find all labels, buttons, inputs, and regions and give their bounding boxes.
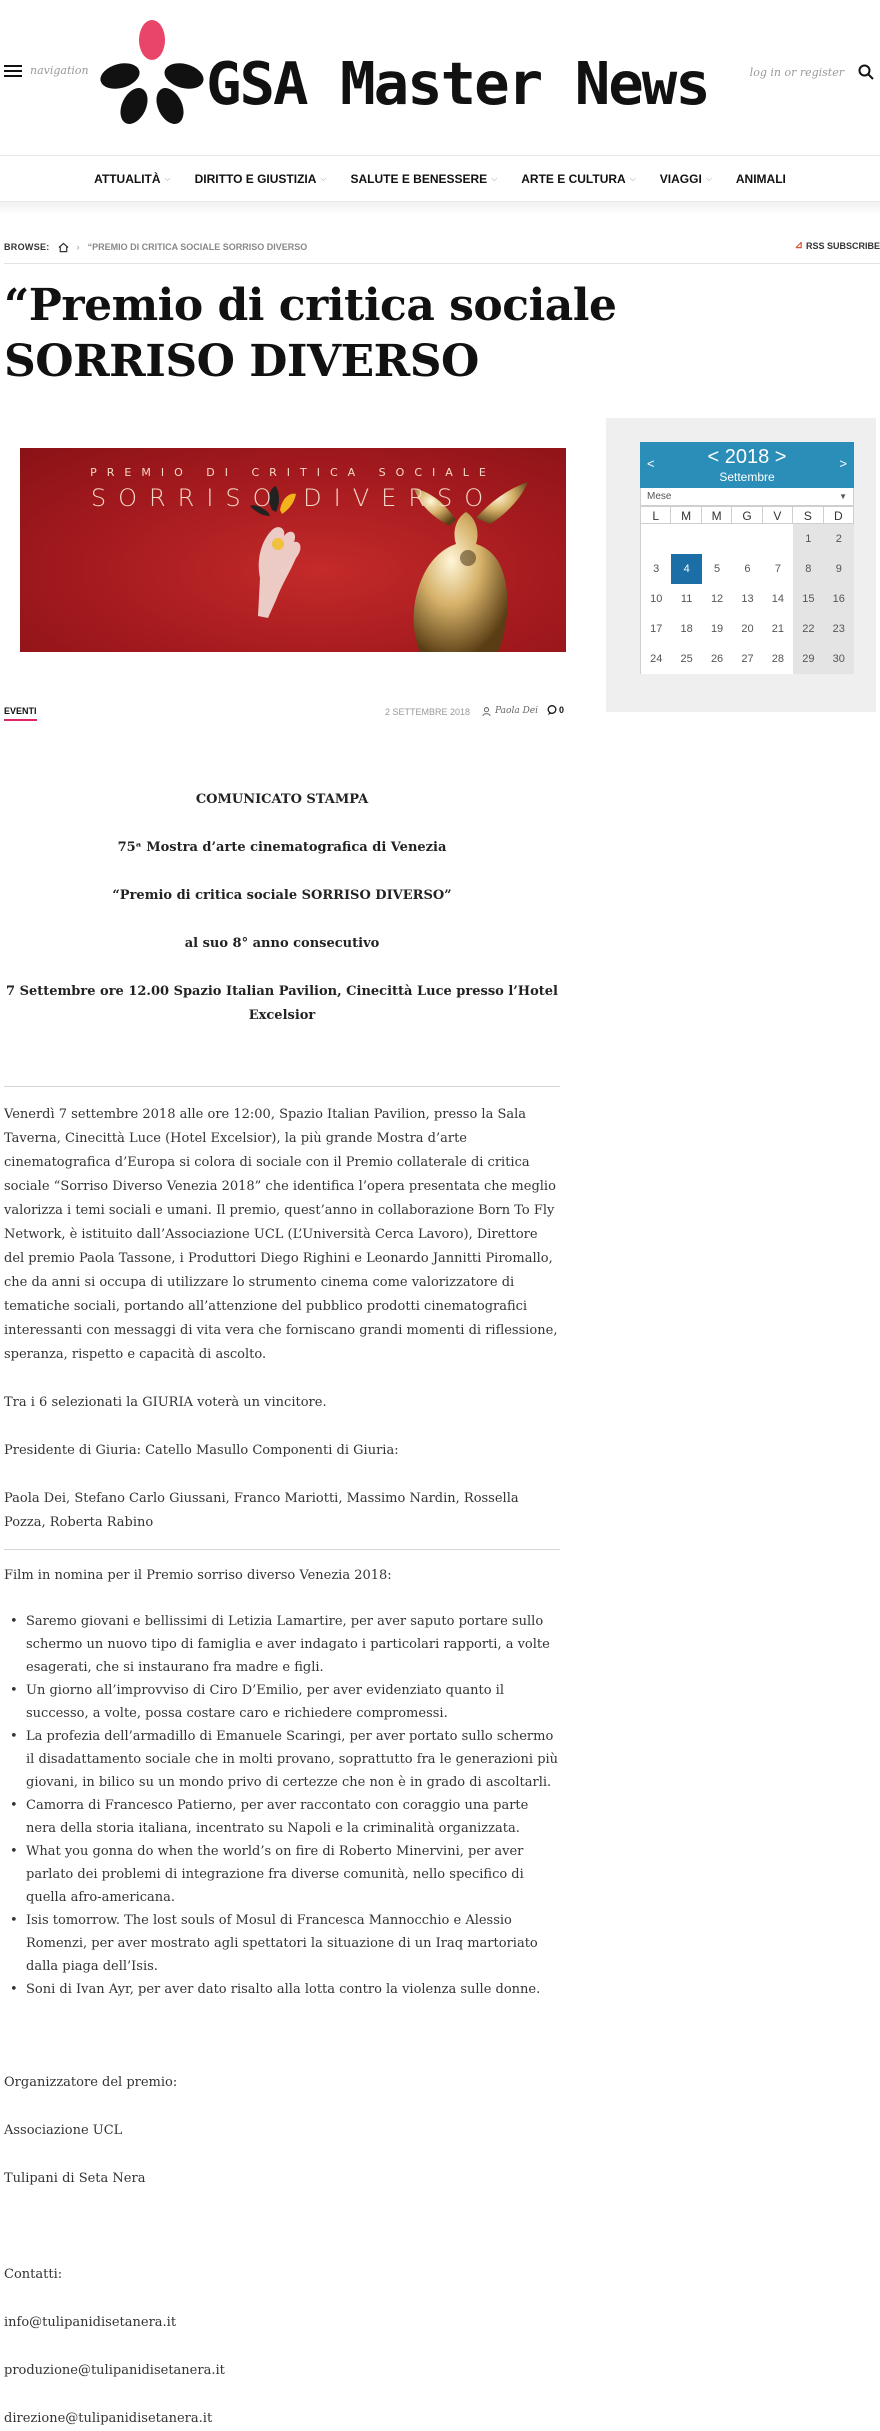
hero-heading-line2: SORRISO DIVERSO	[90, 484, 496, 512]
nav-item-label: ANIMALI	[735, 171, 786, 186]
nav-divider	[0, 202, 880, 216]
nav-item-label: ATTUALITÀ	[94, 171, 161, 186]
organizer-name: Tulipani di Seta Nera	[4, 2171, 146, 2186]
calendar-day[interactable]: 14	[763, 584, 793, 614]
nav-item-animali[interactable]	[736, 172, 786, 186]
contact-email[interactable]: produzione@tulipanidisetanera.it	[4, 2363, 225, 2378]
nav-item-diritto-e-giustizia[interactable]	[195, 172, 327, 186]
organizer-heading: Organizzatore del premio:	[4, 2075, 178, 2090]
calendar-weekday: M	[671, 506, 701, 524]
rss-label: RSS SUBSCRIBE	[805, 240, 880, 251]
calendar-day[interactable]: 7	[763, 554, 793, 584]
calendar-day[interactable]: 28	[763, 644, 793, 674]
press-release-heading: COMUNICATO STAMPA	[195, 792, 369, 807]
nav-item-label: SALUTE E BENESSERE	[350, 171, 488, 186]
nav-item-label: DIRITTO E GIUSTIZIA	[194, 171, 317, 186]
calendar-day[interactable]: 24	[641, 644, 671, 674]
calendar-weekday: V	[763, 506, 793, 524]
date-location-line: 7 Settembre ore 12.00 Spazio Italian Pavilion, Cinecittà Luce presso l’Hotel Excelsior	[6, 984, 558, 1023]
site-header	[0, 0, 880, 155]
calendar-day[interactable]: 5	[702, 554, 732, 584]
article-body	[4, 788, 560, 2431]
calendar-day[interactable]: 6	[732, 554, 762, 584]
contacts-heading: Contatti:	[4, 2267, 63, 2282]
list-item: • What you gonna do when the world’s on fire di Roberto Minervini, per aver parlato dei problemi di integrazione fra diverse comunità, nello specifico di quella afro-americana.	[4, 1840, 560, 1909]
jury-paragraph: Tra i 6 selezionati la GIURIA voterà un vincitore.	[4, 1395, 327, 1410]
comments-link[interactable]	[547, 705, 564, 715]
rss-icon: ⊿	[794, 240, 803, 251]
nominated-films-heading: Film in nomina per il Premio sorriso diverso Venezia 2018:	[4, 1568, 392, 1583]
calendar-day[interactable]: 19	[702, 614, 732, 644]
list-item: • La profezia dell’armadillo di Emanuele Scaringi, per aver portato sullo schermo il disadattamento sociale che in molti provano, soprattutto fra le generazioni più giovani, in bilico su un mondo privo di certezze che non è in grado di ascoltarli.	[4, 1725, 560, 1794]
navigation-toggle[interactable]	[4, 64, 89, 77]
event-calendar	[640, 442, 854, 674]
calendar-next-button[interactable]: >	[839, 456, 847, 471]
publish-date: 2 SETTEMBRE 2018	[384, 707, 470, 717]
calendar-view-label: Mese	[647, 491, 672, 502]
hero-heading-line1: PREMIO DI CRITICA SOCIALE	[90, 466, 496, 479]
calendar-day[interactable]: 20	[732, 614, 762, 644]
calendar-prev-button[interactable]: <	[647, 456, 655, 471]
list-item: • Camorra di Francesco Patierno, per aver raccontato con coraggio una parte nera della storia italiana, incentrato su Napoli e la criminalità organizzata.	[4, 1794, 560, 1840]
chevron-down-icon: ⌵	[320, 173, 327, 183]
jury-members-paragraph: Paola Dei, Stefano Carlo Giussani, Franco Mariotti, Massimo Nardin, Rossella Pozza, Roberta Rabino	[4, 1491, 519, 1530]
event-line: 75ᵃ Mostra d’arte cinematografica di Venezia	[117, 840, 447, 855]
calendar-view-select[interactable]	[640, 488, 854, 506]
calendar-day[interactable]: 17	[641, 614, 671, 644]
search-icon[interactable]	[858, 64, 874, 80]
calendar-weekday: S	[793, 506, 823, 524]
breadcrumb-label: BROWSE:	[4, 242, 50, 252]
rss-subscribe-link[interactable]	[795, 240, 880, 251]
chevron-down-icon: ▼	[839, 492, 847, 501]
nav-item-arte-e-cultura[interactable]	[521, 172, 636, 186]
calendar-day[interactable]: 26	[702, 644, 732, 674]
sidebar-calendar-widget	[606, 418, 876, 712]
breadcrumb-current: “PREMIO DI CRITICA SOCIALE SORRISO DIVERSO	[87, 242, 308, 252]
intro-paragraph: Venerdì 7 settembre 2018 alle ore 12:00, Spazio Italian Pavilion, presso la Sala Taverna, Cinecittà Luce (Hotel Excelsior), la più grande Mostra d’arte cinematografica d’Europa si colora di sociale con il Premio collaterale di critica sociale “Sorriso Diverso Venezia 2018” che identifica l’opera presentata che meglio valorizza i temi sociali e umani. Il premio, quest’anno in collaborazione Born To Fly Network, è istituito dall’Associazione UCL (L’Università Cerca Lavoro), Direttore del premio Paola Tassone, i Produttori Diego Righini e Leonardo Jannitti Piromallo, che da anni si occupa di utilizzare lo strumento cinema come valorizzatore di tematiche sociali, portando all’attenzione del pubblico prodotti cinematografici interessanti con messaggi di vita vera che forniscano grandi momenti di riflessione, speranza, rispetto e capacità di ascolto.	[4, 1107, 558, 1362]
flower-logo-icon	[100, 18, 204, 126]
calendar-day[interactable]: 11	[671, 584, 701, 614]
calendar-day[interactable]: 12	[702, 584, 732, 614]
jury-president-paragraph: Presidente di Giuria: Catello Masullo Componenti di Giuria:	[4, 1443, 399, 1458]
calendar-day[interactable]: 25	[671, 644, 701, 674]
comment-icon	[547, 705, 557, 715]
comment-count: 0	[558, 705, 564, 715]
calendar-day[interactable]: 30	[824, 644, 854, 674]
calendar-header	[640, 442, 854, 488]
calendar-year[interactable]: < 2018 >	[707, 446, 787, 468]
hamburger-icon	[4, 65, 22, 77]
nav-item-label: ARTE E CULTURA	[521, 171, 626, 186]
breadcrumb-divider	[4, 263, 880, 264]
calendar-empty-cell	[763, 524, 793, 554]
chevron-down-icon: ⌵	[629, 173, 636, 183]
author-link[interactable]	[482, 706, 538, 716]
nav-item-attualita[interactable]	[94, 172, 171, 186]
calendar-day[interactable]: 13	[732, 584, 762, 614]
contact-email[interactable]: info@tulipanidisetanera.it	[4, 2315, 177, 2330]
calendar-weekday: L	[641, 506, 671, 524]
chevron-down-icon: ⌵	[164, 173, 171, 183]
user-icon	[482, 707, 491, 716]
calendar-day[interactable]: 10	[641, 584, 671, 614]
calendar-day[interactable]: 8	[793, 554, 823, 584]
calendar-day[interactable]: 15	[793, 584, 823, 614]
calendar-day[interactable]: 22	[793, 614, 823, 644]
author-name: Paola Dei	[495, 706, 538, 716]
list-item: • Saremo giovani e bellissimi di Letizia Lamartire, per aver saputo portare sullo schermo un nuovo tipo di famiglia e aver indagato i particolari rapporti, a volte esagerati, che si instaurano fra madre e figli.	[4, 1610, 560, 1679]
site-logo[interactable]	[100, 18, 709, 126]
home-icon[interactable]	[58, 242, 69, 253]
award-line: “Premio di critica sociale SORRISO DIVERSO”	[112, 888, 452, 903]
calendar-empty-cell	[641, 524, 671, 554]
calendar-day[interactable]: 1	[793, 524, 823, 554]
hero-image	[20, 448, 566, 652]
category-link[interactable]: EVENTI	[4, 706, 37, 721]
breadcrumb-separator: ›	[76, 242, 80, 252]
calendar-weekday: G	[732, 506, 762, 524]
calendar-day[interactable]: 9	[824, 554, 854, 584]
calendar-day[interactable]: 18	[671, 614, 701, 644]
calendar-empty-cell	[671, 524, 701, 554]
nav-item-salute-e-benessere[interactable]	[350, 172, 497, 186]
list-item: • Un giorno all’improvviso di Ciro D’Emilio, per aver evidenziato quanto il successo, a volte, possa costare caro e richiedere compromessi.	[4, 1679, 560, 1725]
breadcrumb	[4, 237, 880, 257]
site-title: GSA Master News	[206, 49, 709, 118]
calendar-weekday: D	[824, 506, 854, 524]
article-title: “Premio di critica sociale SORRISO DIVERSO	[4, 280, 617, 387]
main-navigation	[0, 155, 880, 202]
calendar-day[interactable]: 2	[824, 524, 854, 554]
edition-line: al suo 8° anno consecutivo	[184, 936, 380, 951]
calendar-day[interactable]: 4	[671, 554, 701, 584]
chevron-down-icon: ⌵	[491, 173, 498, 183]
calendar-day[interactable]: 29	[793, 644, 823, 674]
calendar-day[interactable]: 23	[824, 614, 854, 644]
organizer-name: Associazione UCL	[4, 2123, 123, 2138]
calendar-grid	[640, 506, 854, 674]
calendar-day[interactable]: 3	[641, 554, 671, 584]
calendar-day[interactable]: 27	[732, 644, 762, 674]
calendar-weekday: M	[702, 506, 732, 524]
navigation-label: navigation	[30, 64, 89, 77]
article-meta	[4, 704, 564, 724]
contact-email[interactable]: direzione@tulipanidisetanera.it	[4, 2411, 213, 2426]
login-register-link[interactable]: log in or register	[749, 66, 844, 79]
calendar-day[interactable]: 16	[824, 584, 854, 614]
calendar-day[interactable]: 21	[763, 614, 793, 644]
nominated-films-list	[4, 1610, 560, 2001]
list-item: • Soni di Ivan Ayr, per aver dato risalto alla lotta contro la violenza sulle donne.	[4, 1978, 560, 2001]
nav-item-viaggi[interactable]	[660, 172, 712, 186]
chevron-down-icon: ⌵	[705, 173, 712, 183]
calendar-empty-cell	[732, 524, 762, 554]
calendar-month: Settembre	[719, 470, 775, 484]
nav-item-label: VIAGGI	[659, 171, 702, 186]
list-item: • Isis tomorrow. The lost souls of Mosul di Francesca Mannocchio e Alessio Romenzi, per aver mostrato agli spettatori la situazione di un Iraq martoriato dalla piaga dell’Isis.	[4, 1909, 560, 1978]
calendar-empty-cell	[702, 524, 732, 554]
